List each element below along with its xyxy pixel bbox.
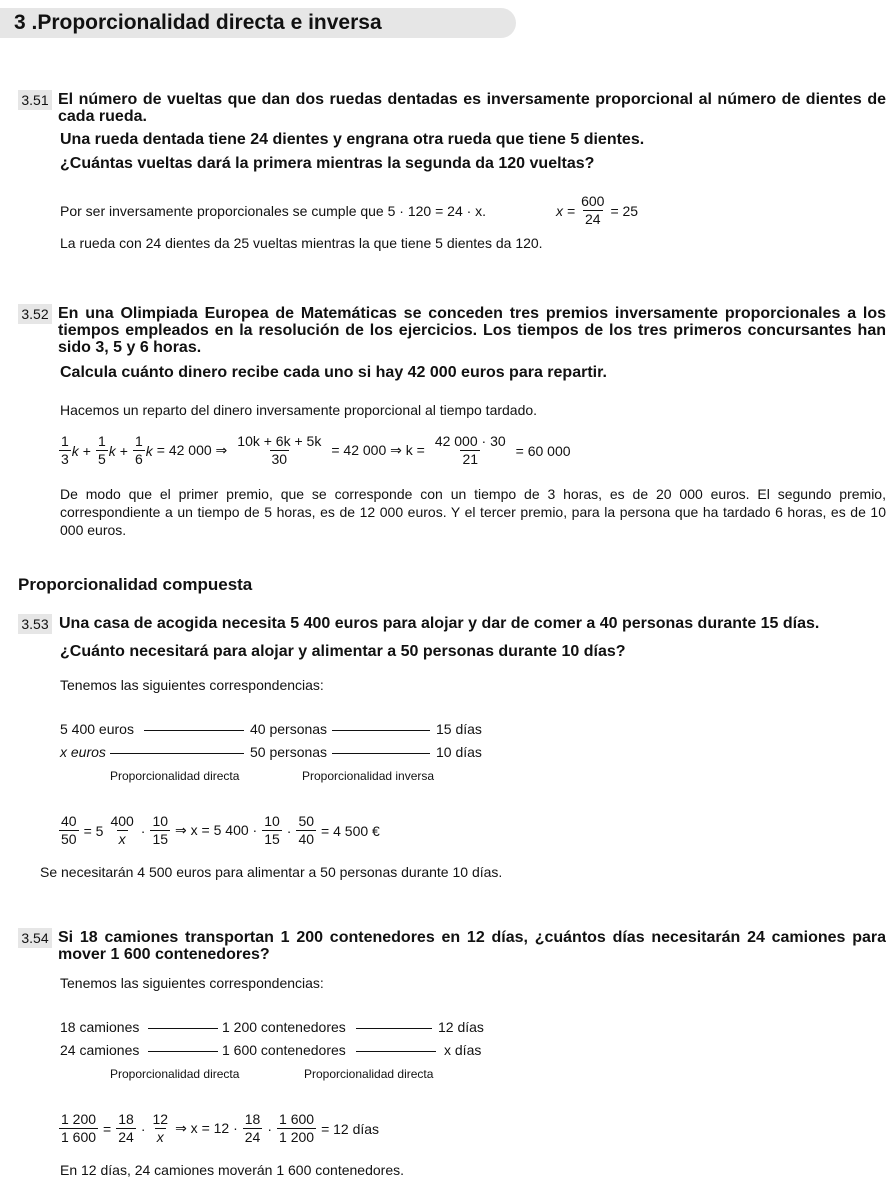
numerator: 1 — [134, 433, 143, 449]
table-cell: 18 camiones — [60, 1019, 140, 1035]
problem-3-54-statement: Si 18 camiones transportan 1 200 contenedores en 12 días, ¿cuántos días necesitarán 24 camiones para mover 1 600 contenedores? — [58, 929, 886, 963]
formula-operator: · — [140, 1120, 146, 1137]
formula-operator: + — [119, 442, 128, 459]
proportionality-label: Proporcionalidad directa — [304, 1067, 434, 1081]
denominator: 40 — [298, 831, 315, 847]
proportionality-label: Proporcionalidad directa — [110, 1067, 240, 1081]
formula-result: = 60 000 — [515, 442, 571, 459]
problem-3-52-formula — [58, 433, 575, 468]
connector-line — [356, 1028, 432, 1029]
formula-operator: = 42 000 ⇒ k = — [331, 442, 425, 458]
chapter-title: 3 .Proporcionalidad directa e inversa — [14, 11, 382, 34]
numerator: 1 600 — [279, 1111, 315, 1127]
formula-operator: = — [103, 1120, 112, 1137]
section-title: Proporcionalidad compuesta — [18, 575, 253, 594]
fraction — [262, 813, 282, 848]
fraction — [433, 433, 508, 468]
problem-number-3-54: 3.54 — [18, 928, 52, 948]
denominator: 1 200 — [279, 1129, 315, 1145]
numerator: 40 — [61, 813, 77, 829]
table-cell: 15 días — [436, 721, 482, 737]
problem-3-52-question: Calcula cuánto dinero recibe cada uno si hay 42 000 euros para repartir. — [60, 364, 607, 381]
fraction — [133, 433, 145, 468]
table-cell: 1 600 contenedores — [222, 1042, 346, 1058]
formula-operator: = 42 000 ⇒ — [156, 442, 228, 458]
fraction — [296, 813, 316, 848]
connector-line — [148, 1051, 218, 1052]
denominator: 50 — [61, 831, 77, 847]
problem-3-53-conclusion: Se necesitarán 4 500 euros para alimentar a 50 personas durante 10 días. — [40, 864, 503, 880]
denominator: 5 — [97, 451, 106, 467]
problem-3-52-statement: En una Olimpiada Europea de Matemáticas se conceden tres premios inversamente proporcionales a los tiempos empleados en la resolución de los ejercicios. Los tiempos de los tres primeros concursantes han sido 3, 5 y 6 horas. — [58, 305, 886, 356]
formula-variable: k — [108, 442, 116, 459]
numerator: 600 — [581, 193, 605, 209]
proportionality-label: Proporcionalidad directa — [110, 769, 240, 783]
problem-3-51-formula — [556, 193, 638, 228]
fraction — [235, 433, 323, 468]
numerator: 400 — [110, 813, 134, 829]
table-cell: 24 camiones — [60, 1042, 140, 1058]
formula-variable: x = — [556, 202, 576, 219]
fraction — [59, 1111, 98, 1146]
table-cell: 10 días — [436, 744, 482, 760]
fraction — [277, 1111, 316, 1146]
problem-3-52-conclusion: De modo que el primer premio, que se corresponde con un tiempo de 3 horas, es de 20 000 euros. El segundo premio, correspondiente a un tiempo de 5 horas, es de 12 000 euros. Y el tercer premio, para la persona que ha tardado 6 horas, es de 10 000 euros. — [60, 486, 886, 538]
connector-line — [332, 753, 430, 754]
denominator: 1 600 — [61, 1129, 97, 1145]
fraction — [579, 193, 606, 228]
table-cell: 50 personas — [250, 744, 328, 760]
denominator: 21 — [462, 451, 479, 467]
problem-3-53-intro: Tenemos las siguientes correspondencias: — [60, 677, 324, 693]
denominator: 15 — [264, 831, 280, 847]
table-cell: 12 días — [438, 1019, 484, 1035]
problem-3-52-intro: Hacemos un reparto del dinero inversamente proporcional al tiempo tardado. — [60, 402, 538, 418]
numerator: 18 — [244, 1111, 261, 1127]
fraction — [59, 433, 71, 468]
formula-variable: k — [71, 442, 79, 459]
problem-3-54-intro: Tenemos las siguientes correspondencias: — [60, 975, 324, 991]
formula-operator: ⇒ x = 12 · — [175, 1120, 238, 1136]
denominator: 24 — [244, 1129, 261, 1145]
problem-3-53-formula — [58, 813, 384, 848]
problem-3-51-conclusion: La rueda con 24 dientes da 25 vueltas mientras la que tiene 5 dientes da 120. — [60, 235, 543, 251]
connector-line — [356, 1051, 436, 1052]
numerator: 1 — [61, 433, 69, 449]
problem-3-53-question: ¿Cuánto necesitará para alojar y alimentar a 50 personas durante 10 días? — [60, 643, 626, 660]
formula-operator: = 5 — [83, 822, 104, 839]
numerator: 10 — [152, 813, 169, 829]
fraction — [59, 813, 79, 848]
fraction — [108, 813, 135, 848]
problem-number-3-52: 3.52 — [18, 304, 52, 324]
numerator: 18 — [118, 1111, 134, 1127]
denominator: x — [118, 831, 126, 847]
problem-number-3-51: 3.51 — [18, 90, 52, 110]
formula-operator: · — [267, 1120, 273, 1137]
fraction — [150, 1111, 170, 1146]
problem-3-51-statement: El número de vueltas que dan dos ruedas dentadas es inversamente proporcional al número de dientes de cada rueda. — [58, 91, 886, 125]
formula-result: = 4 500 € — [321, 822, 380, 839]
denominator: x — [156, 1129, 164, 1145]
connector-line — [110, 753, 244, 754]
numerator: 1 200 — [61, 1111, 97, 1127]
table-cell: 1 200 contenedores — [222, 1019, 346, 1035]
table-cell: x días — [444, 1042, 482, 1058]
proportionality-label: Proporcionalidad inversa — [302, 769, 435, 783]
numerator: 12 — [152, 1111, 169, 1127]
problem-3-51-data: Una rueda dentada tiene 24 dientes y engrana otra rueda que tiene 5 dientes. — [60, 131, 645, 148]
denominator: 6 — [134, 451, 143, 467]
table-cell: 40 personas — [250, 721, 328, 737]
problem-number-3-53: 3.53 — [18, 614, 52, 634]
numerator: 10k + 6k + 5k — [237, 433, 322, 449]
numerator: 10 — [264, 813, 280, 829]
fraction — [243, 1111, 263, 1146]
table-cell: x euros — [60, 744, 106, 760]
denominator: 24 — [584, 211, 601, 227]
fraction — [116, 1111, 136, 1146]
numerator: 50 — [298, 813, 315, 829]
problem-3-54-conclusion: En 12 días, 24 camiones moverán 1 600 contenedores. — [60, 1162, 404, 1178]
formula-operator: + — [82, 442, 91, 459]
numerator: 1 — [97, 433, 106, 449]
connector-line — [148, 1028, 218, 1029]
problem-3-54-formula — [58, 1111, 383, 1146]
problem-3-51-question: ¿Cuántas vueltas dará la primera mientras la segunda da 120 vueltas? — [60, 155, 595, 172]
connector-line — [144, 730, 244, 731]
denominator: 30 — [271, 451, 288, 467]
problem-3-51-solution-text: Por ser inversamente proporcionales se cumple que 5 · 120 = 24 · x. — [60, 203, 487, 219]
fraction — [96, 433, 108, 468]
connector-line — [332, 730, 430, 731]
formula-result: = 25 — [610, 202, 639, 219]
formula-result: = 12 días — [321, 1120, 380, 1137]
formula-operator: · — [286, 822, 292, 839]
problem-3-53-statement: Una casa de acogida necesita 5 400 euros para alojar y dar de comer a 40 personas durante 15 días. — [59, 615, 820, 632]
denominator: 24 — [118, 1129, 134, 1145]
fraction — [150, 813, 170, 848]
denominator: 15 — [152, 831, 169, 847]
numerator: 42 000 · 30 — [434, 433, 506, 449]
table-cell: 5 400 euros — [60, 721, 134, 737]
formula-variable: k — [145, 442, 153, 459]
formula-operator: ⇒ x = 5 400 · — [175, 822, 258, 838]
formula-operator: · — [140, 822, 146, 839]
denominator: 3 — [61, 451, 69, 467]
